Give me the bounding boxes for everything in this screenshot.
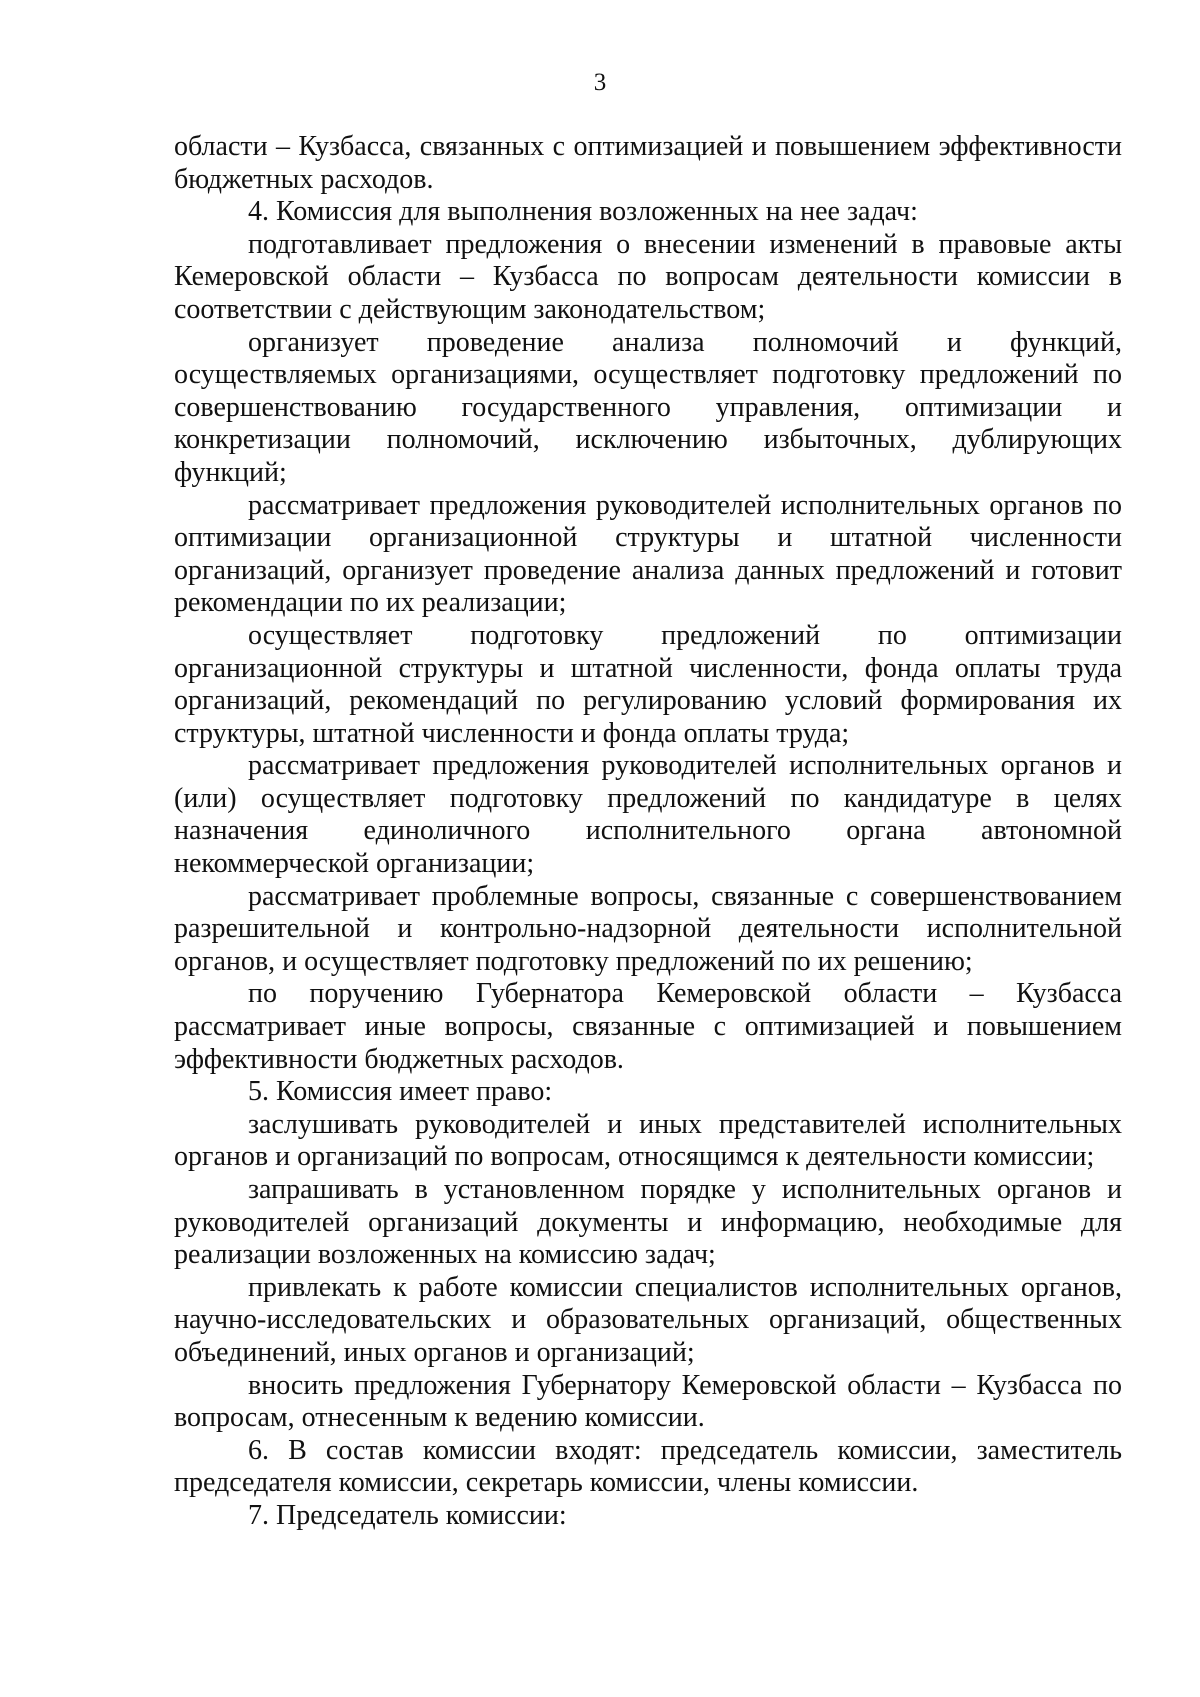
paragraph-organizes-analysis: организует проведение анализа полномочий и функций, осуществляемых организациями, осуществляет подготовку предложений по совершенствованию государственного управления, оптимизации и конкретизации полномочий, исключению избыточных, дублирующих функций; [174,326,1122,488]
page-number: 3 [593,69,607,96]
paragraph-item-7: 7. Председатель комиссии: [248,1499,567,1531]
paragraph-hear-heads: заслушивать руководителей и иных представителей исполнительных органов и организаций по вопросам, относящимся к деятельности комиссии; [174,1108,1122,1173]
paragraph-submit-proposals: вносить предложения Губернатору Кемеровской области – Кузбасса по вопросам, отнесенным к ведению комиссии. [174,1369,1122,1434]
paragraph-involve-specialists: привлекать к работе комиссии специалистов исполнительных органов, научно-исследовательских и образовательных организаций, общественных объединений, иных органов и организаций; [174,1271,1122,1368]
document-body [174,131,1122,1533]
paragraph-item-6: 6. В состав комиссии входят: председатель комиссии, заместитель председателя комиссии, секретарь комиссии, члены комиссии. [174,1434,1122,1499]
paragraph-item-5: 5. Комиссия имеет право: [248,1076,553,1108]
paragraph-continuation: области – Кузбасса, связанных с оптимизацией и повышением эффективности бюджетных расходов. [174,131,1122,195]
paragraph-prepares-optimization: осуществляет подготовку предложений по оптимизации организационной структуры и штатной численности, фонда оплаты труда организаций, рекомендаций по регулированию условий формирования их структуры, штатной численности и фонда оплаты труда; [174,619,1122,749]
paragraph-considers-candidates: рассматривает предложения руководителей исполнительных органов и (или) осуществляет подготовку предложений по кандидатуре в целях назначения единоличного исполнительного органа автономной некоммерческой организации; [174,750,1122,880]
paragraph-considers-optimization: рассматривает предложения руководителей исполнительных органов по оптимизации организационной структуры и штатной численности организаций, организует проведение анализа данных предложений и готовит рекомендации по их реализации; [174,489,1122,619]
paragraph-request-documents: запрашивать в установленном порядке у исполнительных органов и руководителей организаций документы и информацию, необходимые для реализации возложенных на комиссию задач; [174,1174,1122,1271]
paragraph-prepares-proposals: подготавливает предложения о внесении изменений в правовые акты Кемеровской области – Кузбасса по вопросам деятельности комиссии в соответствии с действующим законодательством; [174,228,1122,325]
paragraph-governor-instruction: по поручению Губернатора Кемеровской области – Кузбасса рассматривает иные вопросы, связанные с оптимизацией и повышением эффективности бюджетных расходов. [174,978,1122,1075]
paragraph-item-4: 4. Комиссия для выполнения возложенных на нее задач: [248,196,918,228]
paragraph-considers-issues: рассматривает проблемные вопросы, связанные с совершенствованием разрешительной и контрольно-надзорной деятельности исполнительной органов, и осуществляет подготовку предложений по их решению; [174,880,1122,977]
